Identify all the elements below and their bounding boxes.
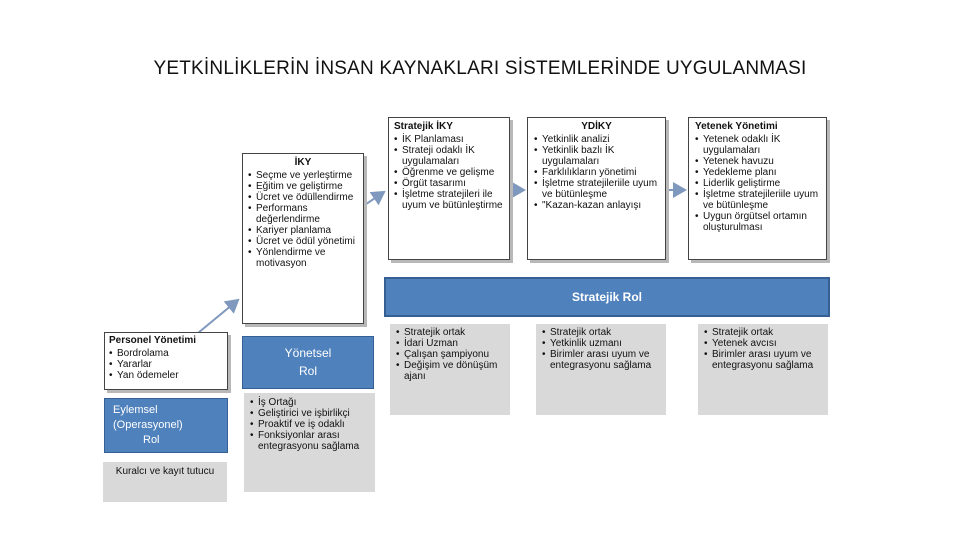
yonetsel-role-box bbox=[244, 393, 375, 492]
list-item: • Seçme ve yerleştirme bbox=[248, 170, 358, 181]
list-item: • Stratejik ortak bbox=[396, 327, 504, 338]
list-item: • Yetkinlik bazlı İK uygulamaları bbox=[534, 145, 659, 167]
list-item: • Yetenek havuzu bbox=[695, 156, 820, 167]
list-item: • Yönlendirme ve motivasyon bbox=[248, 247, 358, 269]
list-item: • Birimler arası uyum ve entegrasyonu sağlama bbox=[542, 349, 660, 371]
list-item: • Strateji odaklı İK uygulamaları bbox=[394, 145, 504, 167]
iky-title: İKY bbox=[294, 157, 312, 168]
eylemsel-rol-line3: Rol bbox=[143, 434, 160, 446]
list-item: • Yedekleme planı bbox=[695, 167, 820, 178]
list-item: • Uygun örgütsel ortamın oluşturulması bbox=[695, 211, 820, 233]
role-box-stratejik-iky bbox=[390, 324, 510, 415]
stratejik-rol-band bbox=[384, 277, 830, 317]
yetenek-yonetimi-list bbox=[695, 134, 820, 233]
list-item: • Performans değerlendirme bbox=[248, 203, 358, 225]
list-item: • Bordrolama bbox=[109, 348, 223, 359]
stratejik-iky-box bbox=[388, 117, 510, 260]
list-item: • Geliştirici ve işbirlikçi bbox=[250, 408, 369, 419]
list-item: • Kariyer planlama bbox=[248, 225, 358, 236]
personel-yonetimi-box bbox=[104, 332, 228, 390]
list-item: • İşletme stratejileri ile uyum ve bütünleştirme bbox=[394, 189, 504, 211]
kuralci-box bbox=[103, 462, 227, 502]
list-item: • İş Ortağı bbox=[250, 397, 369, 408]
role-list-3 bbox=[704, 327, 822, 371]
list-item: • Eğitim ve geliştirme bbox=[248, 181, 358, 192]
list-item: • Stratejik ortak bbox=[704, 327, 822, 338]
ydiky-box bbox=[527, 117, 666, 260]
iky-box bbox=[242, 153, 364, 324]
personel-yonetimi-list bbox=[109, 348, 223, 381]
list-item: • İşletme stratejileriile uyum ve bütünleşme bbox=[534, 178, 659, 200]
arrow-personel-to-iky bbox=[198, 300, 238, 333]
list-item: • Yan ödemeler bbox=[109, 370, 223, 381]
list-item: • Stratejik ortak bbox=[542, 327, 660, 338]
yetenek-yonetimi-box bbox=[688, 117, 827, 260]
list-item: • Fonksiyonlar arası entegrasyonu sağlama bbox=[250, 430, 369, 452]
list-item: • İşletme stratejileriile uyum ve bütünleşme bbox=[695, 189, 820, 211]
stratejik-iky-title: Stratejik İKY bbox=[394, 121, 453, 132]
list-item: • "Kazan-kazan anlayışı bbox=[534, 200, 659, 211]
yonetsel-rol-line2: Rol bbox=[298, 364, 317, 378]
list-item: • Çalışan şampiyonu bbox=[396, 349, 504, 360]
ydiky-title: YDİKY bbox=[581, 121, 612, 132]
list-item: • Yetenek odaklı İK uygulamaları bbox=[695, 134, 820, 156]
kuralci-label: Kuralcı ve kayıt tutucu bbox=[115, 466, 215, 477]
list-item: • Yararlar bbox=[109, 359, 223, 370]
role-box-ydiky bbox=[536, 324, 666, 415]
list-item: • Ücret ve ödül yönetimi bbox=[248, 236, 358, 247]
list-item: • Birimler arası uyum ve entegrasyonu sağlama bbox=[704, 349, 822, 371]
list-item: • Örgüt tasarımı bbox=[394, 178, 504, 189]
ydiky-list bbox=[534, 134, 659, 211]
role-list-1 bbox=[396, 327, 504, 382]
yonetsel-role-list bbox=[250, 397, 369, 452]
list-item: • Yetkinlik uzmanı bbox=[542, 338, 660, 349]
eylemsel-rol-line2: (Operasyonel) bbox=[113, 419, 183, 431]
role-list-2 bbox=[542, 327, 660, 371]
eylemsel-rol-line1: Eylemsel bbox=[113, 404, 158, 416]
list-item: • Farklılıkların yönetimi bbox=[534, 167, 659, 178]
list-item: • Proaktif ve iş odaklı bbox=[250, 419, 369, 430]
stratejik-iky-list bbox=[394, 134, 504, 211]
list-item: • Yetenek avcısı bbox=[704, 338, 822, 349]
iky-list bbox=[248, 170, 358, 269]
yonetsel-rol-block bbox=[242, 336, 374, 389]
personel-yonetimi-title: Personel Yönetimi bbox=[109, 335, 197, 346]
list-item: • Değişim ve dönüşüm ajanı bbox=[396, 360, 504, 382]
list-item: • Ücret ve ödüllendirme bbox=[248, 192, 358, 203]
list-item: • Liderlik geliştirme bbox=[695, 178, 820, 189]
list-item: • İK Planlaması bbox=[394, 134, 504, 145]
list-item: • İdari Uzman bbox=[396, 338, 504, 349]
stratejik-rol-label: Stratejik Rol bbox=[571, 290, 643, 304]
yetenek-yonetimi-title: Yetenek Yönetimi bbox=[695, 121, 778, 132]
list-item: • Yetkinlik analizi bbox=[534, 134, 659, 145]
list-item: • Öğrenme ve gelişme bbox=[394, 167, 504, 178]
page-title: YETKİNLİKLERİN İNSAN KAYNAKLARI SİSTEMLERİNDE UYGULANMASI bbox=[153, 58, 807, 79]
yonetsel-rol-line1: Yönetsel bbox=[284, 346, 332, 360]
role-box-yetenek bbox=[698, 324, 828, 415]
eylemsel-rol-block bbox=[104, 398, 228, 453]
